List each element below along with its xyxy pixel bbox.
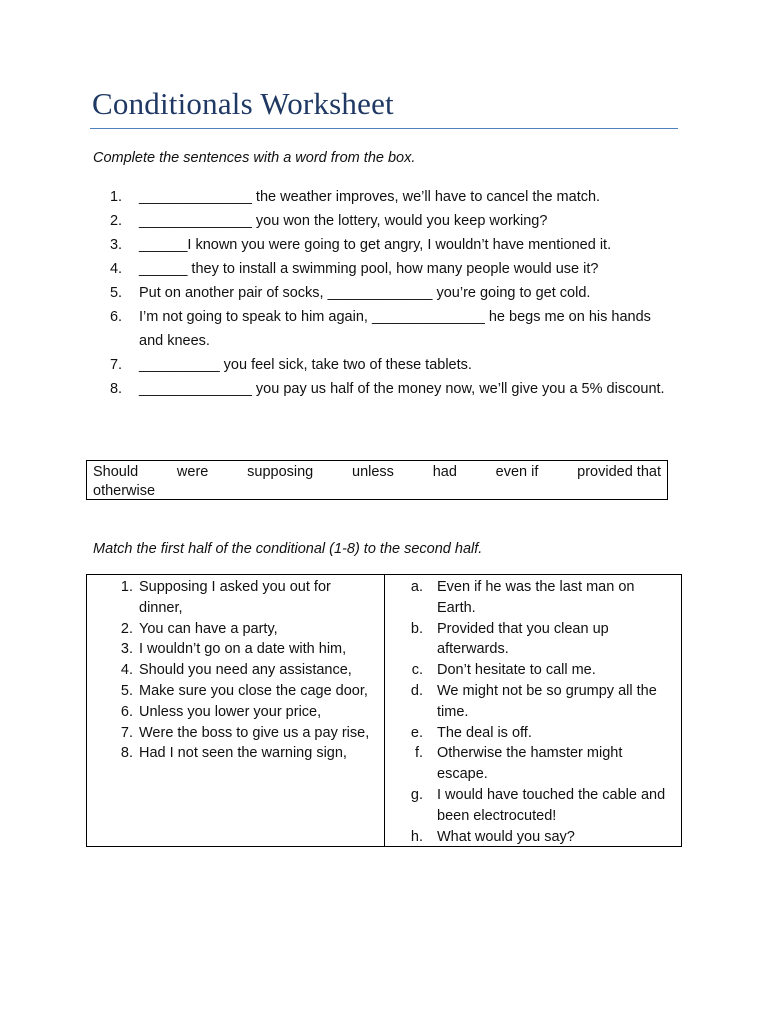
matching-table (86, 574, 682, 847)
sentence-list (93, 185, 678, 401)
item-number: 3. (120, 641, 133, 658)
item-number: 4. (109, 261, 123, 277)
list-item (385, 681, 681, 723)
word-box (86, 460, 668, 500)
list-item (93, 281, 678, 305)
word-option: supposing (247, 464, 314, 480)
list-item (385, 577, 681, 619)
item-number: 6. (120, 703, 133, 720)
exercise1-instruction: Complete the sentences with a word from the box. (93, 150, 416, 166)
clause-text: I would have touched the cable and been electrocuted! (437, 786, 666, 824)
list-item (385, 785, 681, 827)
list-item (87, 743, 384, 764)
list-item (93, 353, 678, 377)
item-letter: h. (410, 828, 423, 845)
list-item (93, 257, 678, 281)
exercise2-instruction: Match the first half of the conditional (1-8) to the second half. (93, 541, 483, 557)
item-number: 4. (120, 662, 133, 679)
item-number: 2. (109, 213, 123, 229)
list-item (93, 185, 678, 209)
list-item (87, 702, 384, 723)
list-item (87, 639, 384, 660)
word-option: had (432, 464, 457, 480)
clause-text: Even if he was the last man on Earth. (437, 579, 635, 616)
first-halves-column (87, 575, 385, 846)
list-item (93, 305, 678, 353)
item-letter: d. (410, 682, 423, 699)
clause-text: Should you need any assistance, (139, 662, 352, 679)
word-option: unless (352, 464, 394, 480)
sentence-text: I’m not going to speak to him again, ______________ he begs me on his hands and knees. (139, 309, 651, 349)
item-letter: a. (410, 579, 423, 595)
list-item (385, 743, 681, 785)
word-option: otherwise (93, 483, 156, 499)
list-item (93, 233, 678, 257)
clause-text: I wouldn’t go on a date with him, (139, 641, 347, 658)
clause-text: You can have a party, (139, 620, 278, 637)
sentence-text: ______ they to install a swimming pool, how many people would use it? (139, 261, 599, 277)
sentence-text: Put on another pair of socks, _____________ you’re going to get cold. (139, 285, 591, 301)
item-number: 6. (109, 309, 123, 325)
list-item (93, 209, 678, 233)
clause-text: What would you say? (437, 828, 575, 845)
word-option: Should (93, 464, 139, 480)
word-box-row (93, 463, 661, 482)
list-item (385, 619, 681, 661)
clause-text: Were the boss to give us a pay rise, (139, 724, 370, 741)
item-letter: e. (410, 724, 423, 741)
list-item (87, 723, 384, 744)
title-divider (90, 128, 678, 129)
item-number: 7. (120, 724, 133, 741)
page-title: Conditionals Worksheet (92, 86, 394, 121)
clause-text: Supposing I asked you out for dinner, (139, 579, 331, 616)
clause-text: Don’t hesitate to call me. (437, 662, 596, 679)
word-option: were (176, 464, 209, 480)
item-number: 8. (120, 745, 133, 762)
item-number: 7. (109, 357, 123, 373)
item-number: 5. (120, 682, 133, 699)
item-number: 2. (120, 620, 133, 637)
item-number: 1. (120, 579, 133, 595)
sentence-text: ______________ the weather improves, we’ll have to cancel the match. (139, 189, 601, 205)
clause-text: Had I not seen the warning sign, (139, 745, 347, 762)
list-item (385, 723, 681, 744)
sentence-text: ______________ you pay us half of the money now, we’ll give you a 5% discount. (139, 381, 665, 397)
item-number: 8. (109, 381, 123, 397)
item-letter: g. (410, 786, 423, 803)
item-letter: f. (414, 745, 423, 762)
list-item (87, 577, 384, 619)
list-item (87, 619, 384, 640)
second-halves-column (385, 575, 681, 846)
sentence-text: __________ you feel sick, take two of these tablets. (139, 357, 472, 373)
list-item (87, 660, 384, 681)
item-letter: b. (410, 620, 423, 637)
list-item (385, 660, 681, 681)
list-item (87, 681, 384, 702)
item-number: 5. (109, 285, 123, 301)
sentence-text: ______________ you won the lottery, would you keep working? (139, 213, 548, 229)
list-item (93, 377, 678, 401)
clause-text: Unless you lower your price, (139, 703, 322, 720)
item-number: 3. (109, 237, 123, 253)
sentence-text: ______I known you were going to get angry, I wouldn’t have mentioned it. (139, 237, 612, 253)
clause-text: Provided that you clean up afterwards. (437, 620, 609, 658)
clause-text: We might not be so grumpy all the time. (437, 682, 657, 720)
word-option: even if (495, 464, 539, 480)
word-option: provided that (577, 464, 661, 480)
clause-text: The deal is off. (437, 724, 532, 741)
item-letter: c. (411, 662, 423, 679)
item-number: 1. (109, 189, 123, 205)
clause-text: Make sure you close the cage door, (139, 682, 368, 699)
list-item (385, 827, 681, 848)
clause-text: Otherwise the hamster might escape. (437, 745, 623, 783)
